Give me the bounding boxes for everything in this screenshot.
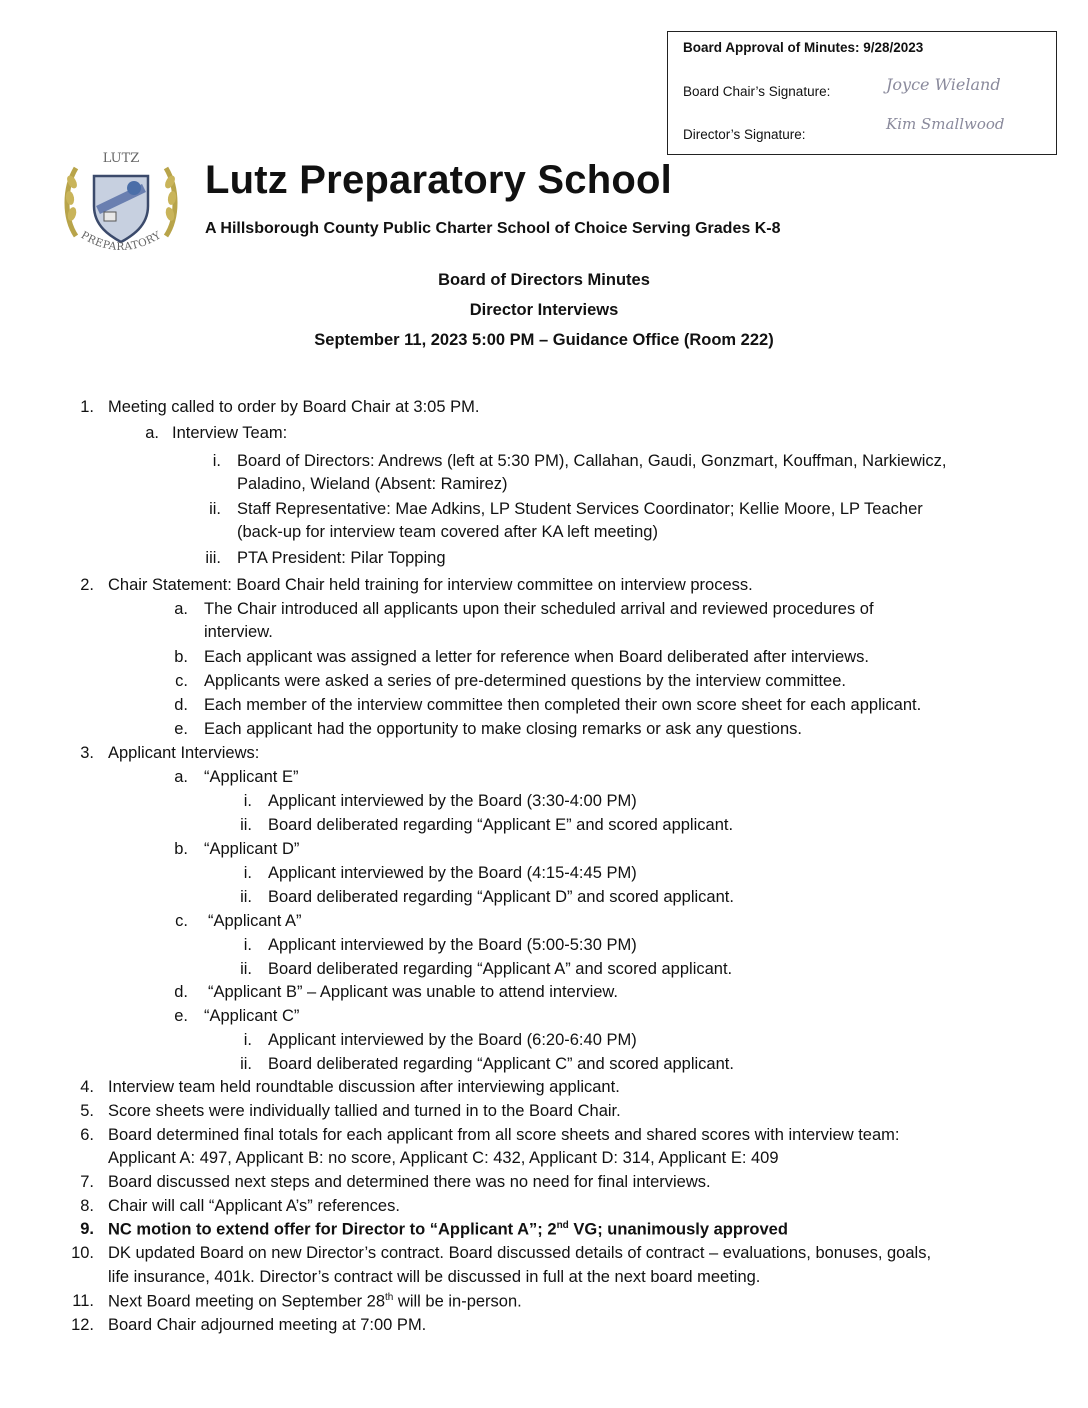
item-text: “Applicant D” bbox=[204, 840, 300, 858]
item-text: DK updated Board on new Director’s contract. Board discussed details of contract – evaluations, bonuses, goals, bbox=[108, 1244, 932, 1262]
item-number: i. bbox=[243, 864, 252, 882]
item-text: Interview Team: bbox=[172, 424, 288, 442]
item-number: 6. bbox=[80, 1126, 94, 1144]
item-text: Score sheets were individually tallied and turned in to the Board Chair. bbox=[108, 1102, 621, 1120]
item-text: Next Board meeting on September 28th will be in-person. bbox=[108, 1292, 522, 1311]
school-logo bbox=[62, 148, 180, 258]
item-text: Applicant interviewed by the Board (4:15-4:45 PM) bbox=[268, 864, 637, 882]
item-number: 10. bbox=[71, 1244, 94, 1262]
motion-text: NC motion to extend offer for Director to “Applicant A”; 2nd VG; unanimously approved bbox=[108, 1220, 788, 1239]
item-number: iii. bbox=[205, 549, 221, 567]
item-text-continued: life insurance, 401k. Director’s contract will be discussed in full at the next board meeting. bbox=[108, 1268, 761, 1286]
meeting-date-line: September 11, 2023 5:00 PM – Guidance Office (Room 222) bbox=[314, 331, 774, 349]
item-text: The Chair introduced all applicants upon their scheduled arrival and reviewed procedures of bbox=[204, 600, 874, 618]
item-number: 1. bbox=[80, 398, 94, 416]
item-number: 8. bbox=[80, 1197, 94, 1215]
item-number: i. bbox=[243, 1031, 252, 1049]
item-text: Chair Statement: Board Chair held training for interview committee on interview process. bbox=[108, 576, 753, 594]
item-text: Applicants were asked a series of pre-determined questions by the interview committee. bbox=[204, 672, 846, 690]
item-number: 11. bbox=[72, 1292, 94, 1310]
logo-top-text: LUTZ bbox=[102, 151, 140, 166]
item-text: PTA President: Pilar Topping bbox=[237, 549, 446, 567]
approval-box bbox=[667, 31, 1057, 155]
item-text: Applicant interviewed by the Board (3:30-4:00 PM) bbox=[268, 792, 637, 810]
item-number: d. bbox=[174, 696, 188, 714]
item-number: a. bbox=[174, 768, 188, 786]
item-number: ii. bbox=[240, 960, 252, 978]
item-text: Interview team held roundtable discussion after interviewing applicant. bbox=[108, 1078, 620, 1096]
item-text: Staff Representative: Mae Adkins, LP Student Services Coordinator; Kellie Moore, LP Teacher bbox=[237, 500, 923, 518]
applicant-scores: Applicant A: 497, Applicant B: no score, Applicant C: 432, Applicant D: 314, Applicant E: 409 bbox=[108, 1149, 779, 1167]
item-text: Applicant interviewed by the Board (5:00-5:30 PM) bbox=[268, 936, 637, 954]
approval-heading: Board Approval of Minutes: 9/28/2023 bbox=[683, 40, 924, 55]
item-number: e. bbox=[174, 720, 188, 738]
item-text: Board of Directors: Andrews (left at 5:30 PM), Callahan, Gaudi, Gonzmart, Kouffman, Narkiewicz, bbox=[237, 452, 947, 470]
item-text: “Applicant B” – Applicant was unable to attend interview. bbox=[208, 983, 618, 1001]
item-text: Each applicant was assigned a letter for reference when Board deliberated after interviews. bbox=[204, 648, 869, 666]
item-text: Applicant interviewed by the Board (6:20-6:40 PM) bbox=[268, 1031, 637, 1049]
item-text: Each applicant had the opportunity to make closing remarks or ask any questions. bbox=[204, 720, 802, 738]
item-text-continued: (back-up for interview team covered after KA left meeting) bbox=[237, 523, 658, 541]
item-number: 5. bbox=[80, 1102, 94, 1120]
item-number: ii. bbox=[209, 500, 221, 518]
item-text-continued: interview. bbox=[204, 623, 273, 641]
chair-signature: Joyce Wieland bbox=[886, 75, 1001, 94]
item-number: 2. bbox=[80, 576, 94, 594]
item-number: b. bbox=[174, 648, 188, 666]
item-text: “Applicant A” bbox=[208, 912, 302, 930]
item-number: 12. bbox=[71, 1316, 94, 1334]
item-text-continued: Paladino, Wieland (Absent: Ramirez) bbox=[237, 475, 508, 493]
chair-signature-label: Board Chair’s Signature: bbox=[683, 84, 831, 99]
item-number: ii. bbox=[240, 888, 252, 906]
item-text: Board Chair adjourned meeting at 7:00 PM. bbox=[108, 1316, 427, 1334]
item-number: c. bbox=[175, 672, 188, 690]
item-number: i. bbox=[243, 792, 252, 810]
item-text: “Applicant C” bbox=[204, 1007, 300, 1025]
director-signature-label: Director’s Signature: bbox=[683, 127, 806, 142]
item-number: 4. bbox=[80, 1078, 94, 1096]
item-number: a. bbox=[145, 424, 159, 442]
item-text: Board deliberated regarding “Applicant D” and scored applicant. bbox=[268, 888, 734, 906]
director-signature: Kim Smallwood bbox=[886, 115, 1005, 133]
item-number: 7. bbox=[80, 1173, 94, 1191]
item-text: “Applicant E” bbox=[204, 768, 299, 786]
item-number: 9. bbox=[80, 1220, 94, 1238]
item-number: c. bbox=[175, 912, 188, 930]
item-text: Board discussed next steps and determined there was no need for final interviews. bbox=[108, 1173, 711, 1191]
item-number: ii. bbox=[240, 1055, 252, 1073]
item-number: i. bbox=[243, 936, 252, 954]
logo-bottom-text: PREPARATORY bbox=[78, 229, 164, 254]
item-number: i. bbox=[212, 452, 221, 470]
item-text: Board deliberated regarding “Applicant C” and scored applicant. bbox=[268, 1055, 734, 1073]
item-number: a. bbox=[174, 600, 188, 618]
item-text: Board deliberated regarding “Applicant A” and scored applicant. bbox=[268, 960, 733, 978]
item-number: d. bbox=[174, 983, 188, 1001]
school-tagline: A Hillsborough County Public Charter School of Choice Serving Grades K-8 bbox=[205, 220, 781, 237]
item-number: 3. bbox=[80, 744, 94, 762]
doc-subtitle: Director Interviews bbox=[469, 301, 619, 319]
item-text: Each member of the interview committee then completed their own score sheet for each applicant. bbox=[204, 696, 922, 714]
item-number: e. bbox=[174, 1007, 188, 1025]
item-number: b. bbox=[174, 840, 188, 858]
item-text: Meeting called to order by Board Chair at 3:05 PM. bbox=[108, 398, 480, 416]
item-text: Board determined final totals for each applicant from all score sheets and shared scores with interview team: bbox=[108, 1126, 900, 1144]
doc-title: Board of Directors Minutes bbox=[438, 271, 650, 289]
item-number: ii. bbox=[240, 816, 252, 834]
item-text: Applicant Interviews: bbox=[108, 744, 260, 762]
item-text: Chair will call “Applicant A’s” references. bbox=[108, 1197, 400, 1215]
school-name: Lutz Preparatory School bbox=[205, 158, 672, 202]
item-text: Board deliberated regarding “Applicant E” and scored applicant. bbox=[268, 816, 734, 834]
